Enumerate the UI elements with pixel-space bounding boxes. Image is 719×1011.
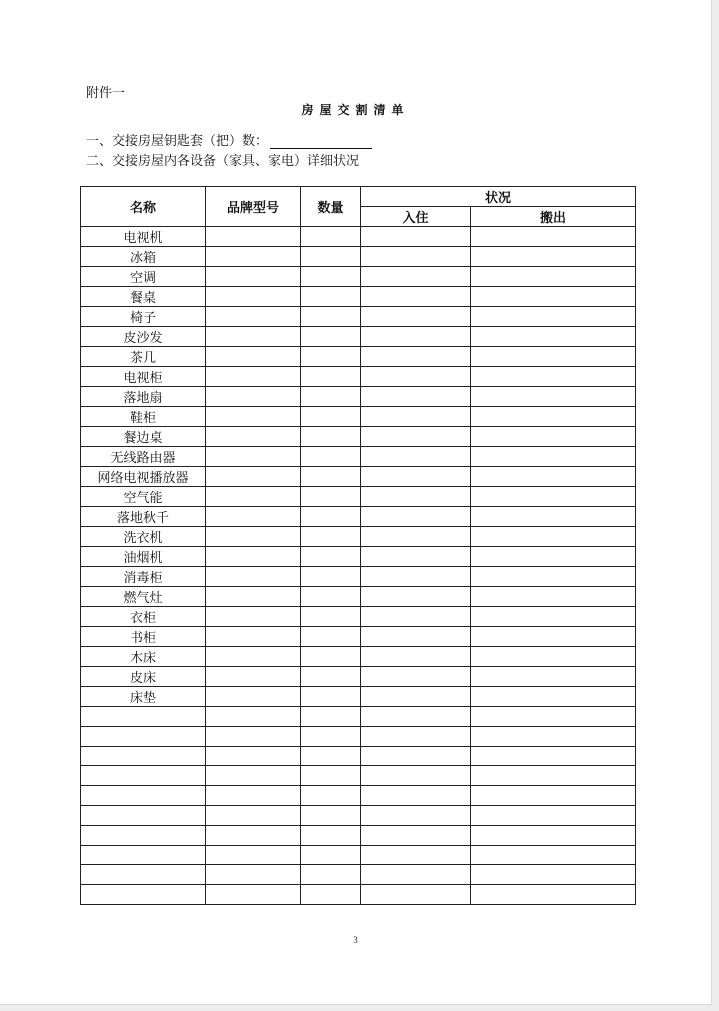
item-name-cell: 油烟机 (81, 547, 206, 567)
move-out-cell (471, 627, 636, 647)
brand-model-cell (206, 347, 301, 367)
table-row (81, 467, 636, 487)
move-out-cell (471, 287, 636, 307)
item-name-cell (81, 885, 206, 905)
brand-model-cell (206, 547, 301, 567)
brand-model-cell (206, 865, 301, 885)
brand-model-cell (206, 567, 301, 587)
item-name-cell: 落地扇 (81, 387, 206, 407)
table-row (81, 527, 636, 547)
brand-model-cell (206, 527, 301, 547)
move-in-cell (361, 805, 471, 825)
move-out-cell (471, 467, 636, 487)
move-out-cell (471, 507, 636, 527)
item-name-cell: 床垫 (81, 687, 206, 707)
brand-model-cell (206, 667, 301, 687)
quantity-cell (301, 367, 361, 387)
move-out-cell (471, 766, 636, 786)
move-in-cell (361, 746, 471, 766)
move-out-cell (471, 427, 636, 447)
brand-model-cell (206, 825, 301, 845)
move-in-cell (361, 407, 471, 427)
table-row (81, 447, 636, 467)
keys-line (86, 130, 372, 149)
move-out-cell (471, 607, 636, 627)
brand-model-cell (206, 287, 301, 307)
table-row (81, 267, 636, 287)
item-name-cell: 茶几 (81, 347, 206, 367)
item-name-cell: 鞋柜 (81, 407, 206, 427)
move-in-cell (361, 786, 471, 806)
quantity-cell (301, 825, 361, 845)
item-name-cell (81, 845, 206, 865)
item-name-cell (81, 786, 206, 806)
quantity-cell (301, 407, 361, 427)
quantity-cell (301, 507, 361, 527)
quantity-cell (301, 786, 361, 806)
brand-model-cell (206, 845, 301, 865)
brand-model-cell (206, 307, 301, 327)
header-move-in: 入住 (361, 207, 471, 227)
brand-model-cell (206, 766, 301, 786)
quantity-cell (301, 287, 361, 307)
move-in-cell (361, 845, 471, 865)
brand-model-cell (206, 707, 301, 727)
item-name-cell: 网络电视播放器 (81, 467, 206, 487)
quantity-cell (301, 307, 361, 327)
quantity-cell (301, 746, 361, 766)
brand-model-cell (206, 746, 301, 766)
quantity-cell (301, 547, 361, 567)
brand-model-cell (206, 327, 301, 347)
item-name-cell: 电视机 (81, 227, 206, 247)
move-in-cell (361, 627, 471, 647)
item-name-cell: 电视柜 (81, 367, 206, 387)
item-name-cell: 皮床 (81, 667, 206, 687)
brand-model-cell (206, 447, 301, 467)
brand-model-cell (206, 487, 301, 507)
item-name-cell (81, 825, 206, 845)
brand-model-cell (206, 407, 301, 427)
move-out-cell (471, 647, 636, 667)
move-out-cell (471, 667, 636, 687)
move-out-cell (471, 825, 636, 845)
move-out-cell (471, 347, 636, 367)
item-name-cell: 空调 (81, 267, 206, 287)
move-in-cell (361, 865, 471, 885)
item-name-cell: 冰箱 (81, 247, 206, 267)
table-row (81, 885, 636, 905)
quantity-cell (301, 885, 361, 905)
item-name-cell: 落地秋千 (81, 507, 206, 527)
item-name-cell: 消毒柜 (81, 567, 206, 587)
move-in-cell (361, 726, 471, 746)
header-name: 名称 (81, 187, 206, 227)
table-row (81, 547, 636, 567)
move-in-cell (361, 267, 471, 287)
move-out-cell (471, 367, 636, 387)
brand-model-cell (206, 647, 301, 667)
move-out-cell (471, 247, 636, 267)
brand-model-cell (206, 247, 301, 267)
quantity-cell (301, 427, 361, 447)
header-brand-model: 品牌型号 (206, 187, 301, 227)
brand-model-cell (206, 267, 301, 287)
move-out-cell (471, 527, 636, 547)
item-name-cell: 餐桌 (81, 287, 206, 307)
item-name-cell: 书柜 (81, 627, 206, 647)
brand-model-cell (206, 805, 301, 825)
quantity-cell (301, 667, 361, 687)
quantity-cell (301, 845, 361, 865)
brand-model-cell (206, 227, 301, 247)
move-in-cell (361, 587, 471, 607)
table-row (81, 687, 636, 707)
item-name-cell: 餐边桌 (81, 427, 206, 447)
move-out-cell (471, 726, 636, 746)
move-in-cell (361, 347, 471, 367)
move-in-cell (361, 427, 471, 447)
move-out-cell (471, 587, 636, 607)
move-in-cell (361, 507, 471, 527)
quantity-cell (301, 467, 361, 487)
quantity-cell (301, 227, 361, 247)
table-row (81, 845, 636, 865)
move-out-cell (471, 447, 636, 467)
move-out-cell (471, 407, 636, 427)
quantity-cell (301, 327, 361, 347)
quantity-cell (301, 567, 361, 587)
table-row (81, 707, 636, 727)
table-row (81, 766, 636, 786)
table-row (81, 227, 636, 247)
move-out-cell (471, 786, 636, 806)
item-name-cell: 衣柜 (81, 607, 206, 627)
table-row (81, 387, 636, 407)
quantity-cell (301, 726, 361, 746)
brand-model-cell (206, 687, 301, 707)
table-row (81, 347, 636, 367)
move-in-cell (361, 527, 471, 547)
move-in-cell (361, 447, 471, 467)
table-row (81, 567, 636, 587)
item-name-cell (81, 707, 206, 727)
move-out-cell (471, 267, 636, 287)
page-number: 3 (353, 935, 358, 945)
move-in-cell (361, 227, 471, 247)
header-status: 状况 (361, 187, 636, 207)
table-row (81, 726, 636, 746)
move-in-cell (361, 387, 471, 407)
quantity-cell (301, 865, 361, 885)
table-row (81, 805, 636, 825)
brand-model-cell (206, 885, 301, 905)
item-name-cell (81, 805, 206, 825)
item-name-cell (81, 746, 206, 766)
table-row (81, 287, 636, 307)
brand-model-cell (206, 427, 301, 447)
quantity-cell (301, 687, 361, 707)
item-name-cell (81, 865, 206, 885)
move-in-cell (361, 607, 471, 627)
quantity-cell (301, 527, 361, 547)
table-row (81, 507, 636, 527)
move-out-cell (471, 687, 636, 707)
quantity-cell (301, 247, 361, 267)
table-row (81, 327, 636, 347)
brand-model-cell (206, 387, 301, 407)
move-out-cell (471, 746, 636, 766)
quantity-cell (301, 607, 361, 627)
item-name-cell (81, 766, 206, 786)
move-in-cell (361, 467, 471, 487)
item-name-cell: 木床 (81, 647, 206, 667)
quantity-cell (301, 487, 361, 507)
move-in-cell (361, 307, 471, 327)
table-row (81, 746, 636, 766)
move-out-cell (471, 227, 636, 247)
item-name-cell: 椅子 (81, 307, 206, 327)
brand-model-cell (206, 507, 301, 527)
move-in-cell (361, 885, 471, 905)
quantity-cell (301, 267, 361, 287)
item-name-cell: 皮沙发 (81, 327, 206, 347)
table-row (81, 587, 636, 607)
brand-model-cell (206, 726, 301, 746)
move-out-cell (471, 707, 636, 727)
move-out-cell (471, 885, 636, 905)
table-row (81, 627, 636, 647)
table-row (81, 487, 636, 507)
move-in-cell (361, 367, 471, 387)
equipment-line: 二、交接房屋内各设备（家具、家电）详细状况 (86, 154, 360, 169)
header-move-out: 搬出 (471, 207, 636, 227)
table-row (81, 607, 636, 627)
move-in-cell (361, 766, 471, 786)
move-out-cell (471, 567, 636, 587)
move-in-cell (361, 687, 471, 707)
move-in-cell (361, 667, 471, 687)
table-row (81, 407, 636, 427)
brand-model-cell (206, 587, 301, 607)
quantity-cell (301, 347, 361, 367)
move-in-cell (361, 825, 471, 845)
quantity-cell (301, 447, 361, 467)
move-out-cell (471, 327, 636, 347)
table-row (81, 865, 636, 885)
brand-model-cell (206, 367, 301, 387)
move-in-cell (361, 647, 471, 667)
move-in-cell (361, 547, 471, 567)
move-in-cell (361, 287, 471, 307)
move-out-cell (471, 805, 636, 825)
move-out-cell (471, 487, 636, 507)
move-out-cell (471, 307, 636, 327)
item-name-cell (81, 726, 206, 746)
quantity-cell (301, 387, 361, 407)
move-out-cell (471, 387, 636, 407)
move-out-cell (471, 845, 636, 865)
brand-model-cell (206, 786, 301, 806)
brand-model-cell (206, 607, 301, 627)
header-quantity: 数量 (301, 187, 361, 227)
move-in-cell (361, 327, 471, 347)
move-in-cell (361, 707, 471, 727)
quantity-cell (301, 587, 361, 607)
quantity-cell (301, 647, 361, 667)
quantity-cell (301, 805, 361, 825)
table-row (81, 647, 636, 667)
move-in-cell (361, 567, 471, 587)
quantity-cell (301, 627, 361, 647)
table-row (81, 786, 636, 806)
keys-label: 一、交接房屋钥匙套（把）数： (86, 134, 269, 149)
brand-model-cell (206, 467, 301, 487)
move-out-cell (471, 547, 636, 567)
document-title: 房屋交割清单 (301, 103, 410, 117)
move-out-cell (471, 865, 636, 885)
move-in-cell (361, 247, 471, 267)
table-row (81, 667, 636, 687)
table-row (81, 307, 636, 327)
handover-table (80, 186, 636, 905)
brand-model-cell (206, 627, 301, 647)
attachment-label: 附件一 (86, 86, 126, 101)
table-row (81, 367, 636, 387)
table-row (81, 247, 636, 267)
move-in-cell (361, 487, 471, 507)
item-name-cell: 空气能 (81, 487, 206, 507)
quantity-cell (301, 707, 361, 727)
item-name-cell: 燃气灶 (81, 587, 206, 607)
quantity-cell (301, 766, 361, 786)
item-name-cell: 无线路由器 (81, 447, 206, 467)
item-name-cell: 洗衣机 (81, 527, 206, 547)
table-row (81, 427, 636, 447)
keys-blank-field (270, 134, 372, 149)
table-row (81, 825, 636, 845)
